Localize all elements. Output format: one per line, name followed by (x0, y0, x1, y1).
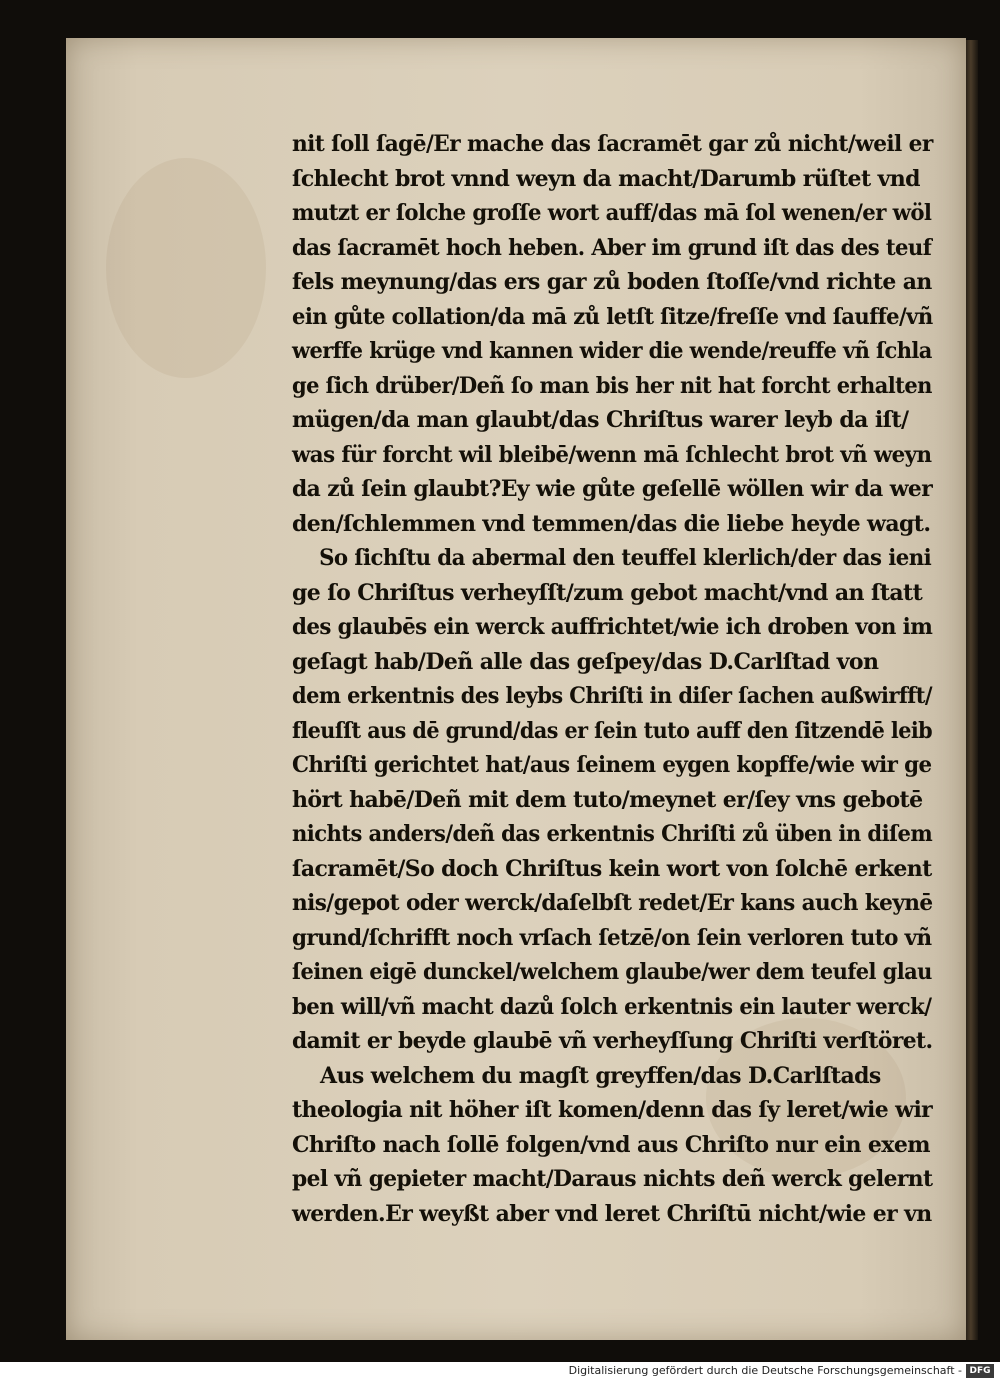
text-line: was für forcht wil bleibē/wenn mā ſchlecht brot vñ weyn (292, 441, 932, 468)
text-line: hört habē/Deñ mit dem tuto/meynet er/ſey vns gebotē (292, 786, 923, 813)
text-line: Chriſti gerichtet hat/aus ſeinem eygen kopffe/wie wir ge (292, 752, 932, 778)
text-line: des glaubēs ein werck auffrichtet/wie ich droben von im (292, 614, 933, 640)
text-line: nichts anders/deñ das erkentnis Chriſti zů üben in diſem (292, 821, 933, 847)
text-line: ben will/vñ macht dazů ſolch erkentnis ein lauter werck/ (292, 993, 932, 1020)
text-line: nis/gepot oder werck/daſelbſt redet/Er kans auch keynē (292, 890, 933, 916)
paper-stain (106, 158, 266, 378)
text-line: geſagt hab/Deñ alle das geſpey/das D.Carlſtad von (292, 648, 879, 675)
page-edge (966, 40, 978, 1340)
dfg-logo: DFG (966, 1364, 994, 1378)
text-line: werden.Er weyßt aber vnd leret Chriſtū nicht/wie er vn (292, 1200, 932, 1227)
text-line: fleuſſt aus dē grund/das er ſein tuto auff den ſitzendē leib (292, 717, 933, 744)
text-line: grund/ſchrifft noch vrſach ſetzē/on ſein verloren tuto vñ (292, 924, 932, 951)
text-line: Aus welchem du magſt greyffen/das D.Carlſtads (320, 1062, 881, 1089)
text-line: mügen/da man glaubt/das Chriſtus warer leyb da iſt/ (292, 407, 909, 433)
text-line: den/ſchlemmen vnd temmen/das die liebe heyde wagt. (292, 510, 931, 537)
text-line: damit er beyde glaubē vñ verheyſſung Chriſti verſtöret. (292, 1028, 933, 1054)
text-line: ſeinen eigē dunckel/welchem glaube/wer dem teufel glau (292, 959, 932, 985)
text-line: pel vñ gepieter macht/Daraus nichts deñ werck gelernt (292, 1166, 933, 1192)
text-line: theologia nit höher iſt komen/denn das ſy leret/wie wir (292, 1097, 933, 1123)
text-line: dem erkentnis des leybs Chriſti in diſer ſachen außwirfft/ (292, 683, 932, 709)
text-line: ſchlecht brot vnnd weyn da macht/Darumb rüſtet vnd (292, 165, 920, 192)
text-line: Chriſto nach ſollē folgen/vnd aus Chriſto nur ein exem (292, 1131, 930, 1158)
text-line: ge ſo Chriſtus verheyſſt/zum gebot macht/vnd an ſtatt (292, 579, 923, 606)
text-line: So ſichſtu da abermal den teuffel klerlich/der das ieni (319, 545, 932, 571)
blackletter-text-block (292, 127, 932, 1231)
text-line: ſacramēt/So doch Chriſtus kein wort von ſolchē erkent (292, 855, 932, 882)
text-line: nit ſoll ſagē/Er mache das ſacramēt gar zů nicht/weil er (292, 131, 933, 157)
text-line: da zů ſein glaubt?Ey wie gůte geſellē wöllen wir da wer (292, 476, 933, 502)
text-line: ge ſich drüber/Deñ ſo man bis her nit hat forcht erhalten (292, 372, 932, 399)
text-line: fels meynung/das ers gar zů boden ſtoſſe/vnd richte an (292, 269, 932, 295)
funding-credit: Digitalisierung gefördert durch die Deutsche Forschungsgemeinschaft - (568, 1364, 962, 1377)
text-line: das ſacramēt hoch heben. Aber im grund iſt das des teuf (292, 234, 932, 261)
footer-bar (0, 1362, 1000, 1381)
text-line: ein gůte collation/da mā zů letſt ſitze/freſſe vnd ſauffe/vñ (292, 303, 933, 330)
text-line: werffe krüge vnd kannen wider die wende/reuffe vñ ſchla (292, 338, 932, 364)
text-line: mutzt er ſolche groſſe wort auff/das mā ſol wenen/er wöl (292, 200, 932, 226)
